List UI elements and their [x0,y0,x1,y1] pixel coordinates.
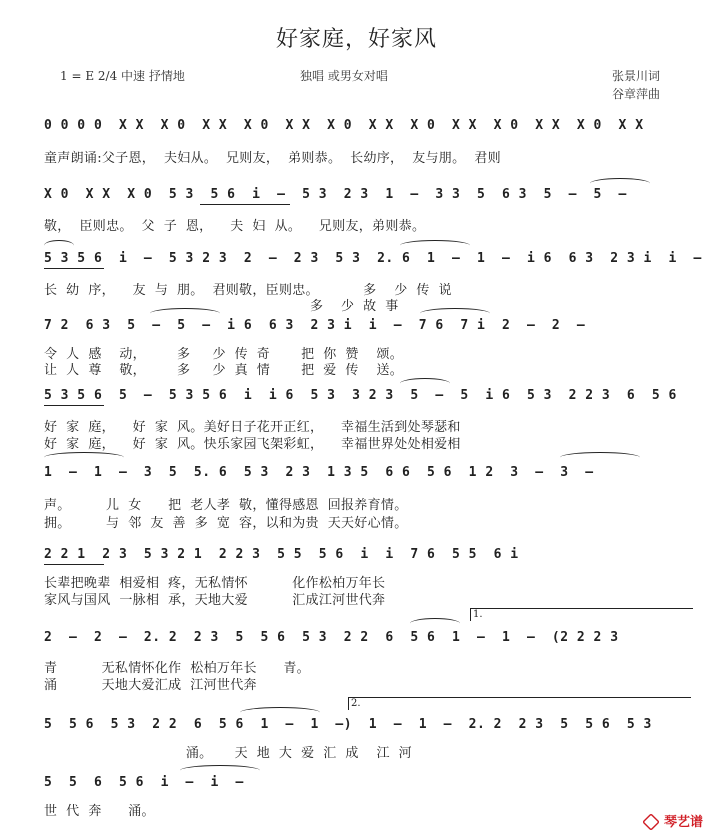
score-row-7-lyric-verse-2: 家风与国风 一脉相 承，天地大爱 汇成江河世代奔 [44,593,386,608]
score-row-5-lyric-verse-2: 好 家 庭， 好 家 风。快乐家园飞架彩虹， 幸福世界处处相爱相 [44,437,461,452]
key-tempo-marking: 1 = E 2/4 中速 抒情地 [60,69,185,83]
score-row-5-notes: 5 3 5 6 5 – 5 3 5 6 i i 6 5 3 3 2 3 5 – 5 i 6 5 3 2 2 3 6 5 6 [44,388,677,403]
composer-credit: 谷章萍曲 [612,87,661,101]
score-row-7-notes: 2 2 1 2 3 5 3 2 1 2 2 3 5 5 5 6 i i 7 6 5 5 6 i [44,547,519,562]
score-row-2-lyric: 敬， 臣则忠。 父 子 恩， 夫 妇 从。 兄则友，弟则恭。 [44,219,426,234]
tie-mark [400,240,470,251]
score-row-10-notes: 5 5 6 5 6 i – i – [44,775,244,790]
beam-mark [44,405,104,406]
score-row-1-lyric: 童声朗诵:父子恩， 夫妇从。 兄则友， 弟则恭。 长幼序， 友与朋。 君则 [44,151,501,166]
song-title: 好家庭，好家风 [275,27,437,52]
score-row-9-lyric: 涌。 天 地 大 爱 汇 成 江 河 [44,746,412,761]
lyricist-credit: 张景川词 [612,69,661,83]
beam-mark [44,268,104,269]
score-row-3-lyric-verse-1: 长 幼 序， 友 与 朋。 君则敬，臣则忠。 多 少 传 说 [44,283,452,298]
score-row-5-lyric-verse-1: 好 家 庭， 好 家 风。美好日子花开正红， 幸福生活到处琴瑟和 [44,420,461,435]
tie-mark [410,618,460,629]
tie-mark [44,452,124,463]
score-row-2-notes: X 0 X X X 0 5 3 5 6 i – 5 3 2 3 1 – 3 3 5 6 3 5 – 5 – [44,187,627,202]
score-row-4-lyric-verse-1: 令 人 感 动， 多 少 传 奇 把 你 赞 颂。 [44,347,404,362]
watermark-text: 琴艺谱 [663,814,703,830]
score-row-8-notes: 2 – 2 – 2. 2 2 3 5 5 6 5 3 2 2 6 5 6 1 – 1 – (2 2 2 3 [44,630,619,645]
score-row-3-lyric-verse-2: 多 少 故 事 [44,299,399,314]
logo-icon [642,813,660,831]
volta-bracket-1: 1. [470,608,693,621]
score-row-9-notes: 5 5 6 5 3 2 2 6 5 6 1 – 1 –) 1 – 1 – 2. 2 2 3 5 5 6 5 3 [44,717,652,732]
score-row-8-lyric-verse-2: 涌 天地大爱汇成 江河世代奔 [44,678,257,693]
slur-mark [44,240,74,251]
score-row-6-lyric-verse-2: 拥。 与 邻 友 善 多 宽 容，以和为贵 天天好心情。 [44,516,408,531]
score-row-1-notes: 0 0 0 0 X X X 0 X X X 0 X X X 0 X X X 0 X X X 0 X X X 0 X X [44,118,644,133]
volta-bracket-2: 2. [348,697,691,710]
beam-mark [44,564,104,565]
score-row-10-lyric: 世 代 奔 涌。 [44,804,155,819]
score-row-3-notes: 5 3 5 6 i – 5 3 2 3 2 – 2 3 5 3 2. 6 1 – 1 – i 6 6 3 2 3 i i – [44,251,702,266]
score-row-6-lyric-verse-1: 声。 儿 女 把 老人孝 敬，懂得感恩 回报养育情。 [44,498,408,513]
score-row-4-lyric-verse-2: 让 人 尊 敬， 多 少 真 情 把 爱 传 送。 [44,363,404,378]
score-row-4-notes: 7 2 6 3 5 – 5 – i 6 6 3 2 3 i i – 7 6 7 i 2 – 2 – [44,318,586,333]
watermark-logo [642,811,703,832]
score-row-7-lyric-verse-1: 长辈把晚辈 相爱相 疼，无私情怀 化作松柏万年长 [44,576,386,591]
tie-mark [560,452,640,463]
beam-mark [200,204,290,205]
score-row-6-notes: 1 – 1 – 3 5 5. 6 5 3 2 3 1 3 5 6 6 5 6 1 2 3 – 3 – [44,465,594,480]
score-row-8-lyric-verse-1: 青 无私情怀化作 松柏万年长 青。 [44,661,310,676]
performance-mode: 独唱 或男女对唱 [300,69,388,83]
